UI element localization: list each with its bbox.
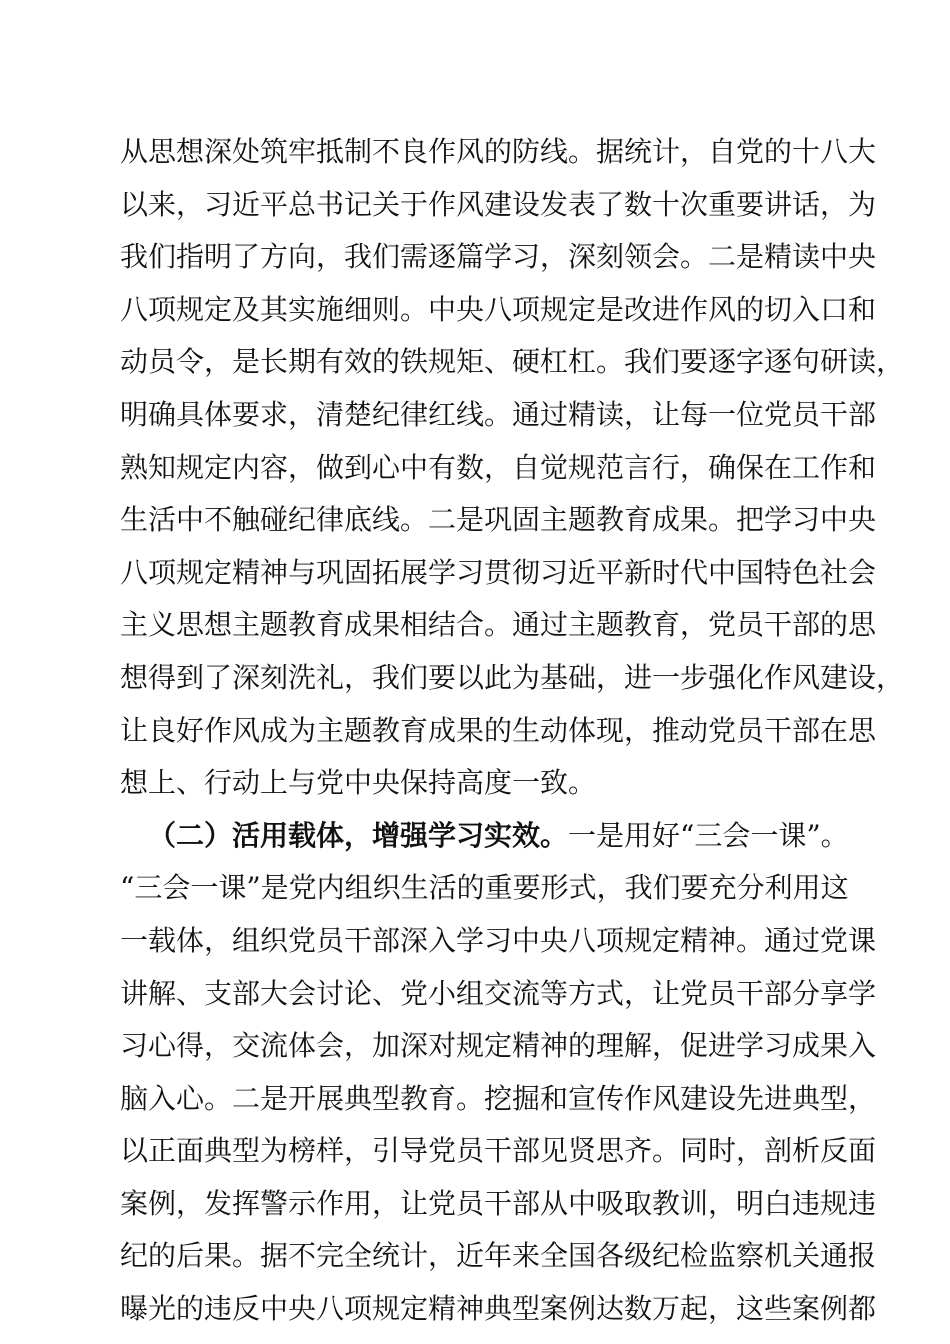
- text-line: 从思想深处筑牢抵制不良作风的防线。据统计，自党的十八大: [120, 135, 877, 168]
- text-line: 习心得，交流体会，加深对规定精神的理解，促进学习成果入: [120, 1029, 877, 1063]
- section-heading: （二）活用载体，增强学习实效。: [148, 818, 569, 852]
- text-line: 八项规定精神与巩固拓展学习贯彻习近平新时代中国特色社会: [120, 555, 877, 589]
- text-line: “三会一课”是党内组织生活的重要形式，我们要充分利用这: [120, 871, 849, 905]
- text-line: 脑入心。二是开展典型教育。挖掘和宣传作风建设先进典型，: [120, 1081, 877, 1115]
- text-line: 曝光的违反中央八项规定精神典型案例达数万起，这些案例都: [120, 1292, 877, 1326]
- text-line: 让良好作风成为主题教育成果的生动体现，推动党员干部在思: [120, 713, 877, 747]
- text-line: 我们指明了方向，我们需逐篇学习，深刻领会。二是精读中央: [120, 240, 877, 274]
- section-heading-line: [120, 816, 849, 856]
- text-line: 熟知规定内容，做到心中有数，自觉规范言行，确保在工作和: [120, 450, 877, 484]
- text-line: 纪的后果。据不完全统计，近年来全国各级纪检监察机关通报: [120, 1239, 877, 1273]
- text-line: 主义思想主题教育成果相结合。通过主题教育，党员干部的思: [120, 608, 877, 642]
- text-line: 明确具体要求，清楚纪律红线。通过精读，让每一位党员干部: [120, 397, 877, 431]
- text-line: 想得到了深刻洗礼，我们要以此为基础，进一步强化作风建设，: [120, 660, 905, 694]
- text-line: 一载体，组织党员干部深入学习中央八项规定精神。通过党课: [120, 923, 877, 957]
- text-line: 以来，习近平总书记关于作风建设发表了数十次重要讲话，为: [120, 187, 877, 221]
- text-line: 动员令，是长期有效的铁规矩、硬杠杠。我们要逐字逐句研读，: [120, 345, 905, 379]
- text-line: 八项规定及其实施细则。中央八项规定是改进作风的切入口和: [120, 292, 877, 326]
- text-line: 生活中不触碰纪律底线。二是巩固主题教育成果。把学习中央: [120, 503, 877, 537]
- text-line: 讲解、支部大会讨论、党小组交流等方式，让党员干部分享学: [120, 976, 877, 1010]
- section-heading-continuation: 一是用好“三会一课”。: [568, 818, 849, 852]
- document-body: [120, 132, 905, 1342]
- text-line: 以正面典型为榜样，引导党员干部见贤思齐。同时，剖析反面: [120, 1134, 877, 1168]
- text-line: 想上、行动上与党中央保持高度一致。: [120, 766, 597, 800]
- text-line: 案例，发挥警示作用，让党员干部从中吸取教训，明白违规违: [120, 1186, 877, 1220]
